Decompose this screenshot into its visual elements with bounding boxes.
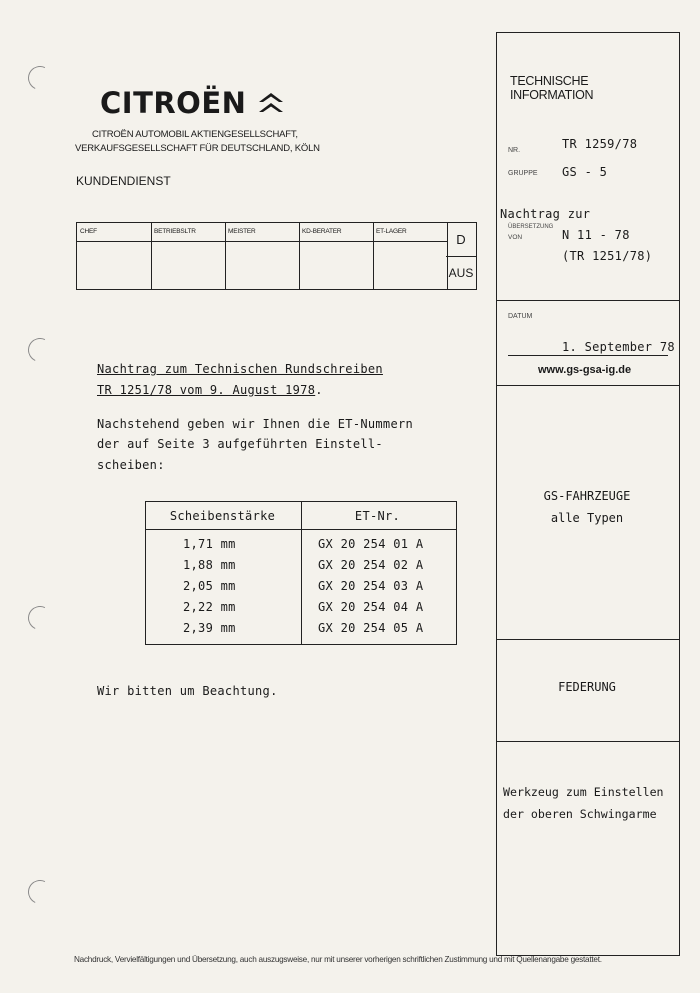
closing-text: Wir bitten um Beachtung. xyxy=(97,684,278,698)
gruppe-label: GRUPPE xyxy=(508,170,538,177)
parts-header-thickness: Scheibenstärke xyxy=(169,509,276,523)
section-title: FEDERUNG xyxy=(558,680,616,694)
punch-hole xyxy=(25,63,56,94)
signature-column-header: CHEF xyxy=(80,228,97,235)
d-label: D xyxy=(456,232,466,247)
signature-column-header: ET-LAGER xyxy=(376,228,407,235)
title-line2: INFORMATION xyxy=(510,88,594,102)
parts-row-part-no: GX 20 254 03 A xyxy=(318,579,424,593)
intro-line2: der auf Seite 3 aufgeführten Einstell- xyxy=(97,437,383,451)
heading-line2-wrap xyxy=(97,383,323,397)
aus-label: AUS xyxy=(448,266,474,280)
double-chevron-logo-icon xyxy=(258,90,284,116)
reference-number: (TR 1251/78) xyxy=(562,249,653,263)
parts-row-thickness: 2,39 mm xyxy=(183,621,236,635)
company-name-line1: CITROËN AUTOMOBIL AKTIENGESELLSCHAFT, xyxy=(92,129,298,140)
von-label: VON xyxy=(508,234,523,241)
gruppe-value: GS - 5 xyxy=(562,165,608,179)
info-divider xyxy=(497,639,679,640)
parts-table-column-divider xyxy=(301,502,302,645)
nr-value: TR 1259/78 xyxy=(562,137,638,151)
title-line1: TECHNISCHE xyxy=(510,74,589,88)
heading-line2: TR 1251/78 vom 9. August 1978 xyxy=(97,383,316,397)
heading-period: . xyxy=(315,383,323,397)
datum-underline xyxy=(508,355,668,356)
signature-column-et-lager xyxy=(373,223,447,289)
datum-label: DATUM xyxy=(508,313,533,320)
nachtrag-text: Nachtrag zur xyxy=(500,207,591,221)
vehicles-line2: alle Typen xyxy=(550,511,624,525)
punch-hole xyxy=(25,877,56,908)
info-divider xyxy=(497,300,679,301)
vehicles-line1: GS-FAHRZEUGE xyxy=(543,489,631,503)
signature-column-header: KD-BERATER xyxy=(302,228,342,235)
subject-line2: der oberen Schwingarme xyxy=(503,807,657,821)
signature-column-header: MEISTER xyxy=(228,228,256,235)
parts-row-thickness: 1,71 mm xyxy=(183,537,236,551)
website-text: www.gs-gsa-ig.de xyxy=(538,364,632,376)
parts-header-et-nr: ET-Nr. xyxy=(354,509,401,523)
subject-line1: Werkzeug zum Einstellen xyxy=(503,785,664,799)
datum-value: 1. September 78 xyxy=(562,340,675,354)
distribution-divider xyxy=(446,256,476,257)
intro-line1: Nachstehend geben wir Ihnen die ET-Nummern xyxy=(97,417,414,431)
parts-row-part-no: GX 20 254 02 A xyxy=(318,558,424,572)
uebersetzung-value: N 11 - 78 xyxy=(562,228,630,242)
parts-row-thickness: 2,05 mm xyxy=(183,579,236,593)
parts-table-bottom-border xyxy=(145,644,457,645)
signature-column-betriebsltr xyxy=(151,223,226,289)
uebersetzung-label: ÜBERSETZUNG xyxy=(508,224,554,230)
copyright-footer: Nachdruck, Vervielfältigungen und Übersetzung, auch auszugsweise, nur mit unserer vorherigen schriftlichen Zustimmung und mit Quellenangabe gestattet. xyxy=(74,955,602,964)
signature-column-kd-berater xyxy=(299,223,374,289)
document-type-title xyxy=(510,74,593,102)
intro-line3: scheiben: xyxy=(97,458,165,472)
parts-row-part-no: GX 20 254 01 A xyxy=(318,537,424,551)
parts-row-part-no: GX 20 254 04 A xyxy=(318,600,424,614)
signature-table xyxy=(76,222,448,290)
distribution-box xyxy=(446,222,477,290)
signature-column-chef xyxy=(77,223,152,289)
signature-column-meister xyxy=(225,223,300,289)
nr-label: NR. xyxy=(508,147,521,154)
signature-header-divider xyxy=(77,241,447,242)
parts-row-part-no: GX 20 254 05 A xyxy=(318,621,424,635)
punch-hole xyxy=(25,335,56,366)
citroen-logo-text: CITROËN xyxy=(100,86,247,120)
info-divider xyxy=(497,741,679,742)
heading-line1: Nachtrag zum Technischen Rundschreiben xyxy=(97,362,383,376)
punch-hole xyxy=(25,603,56,634)
parts-row-thickness: 2,22 mm xyxy=(183,600,236,614)
parts-row-thickness: 1,88 mm xyxy=(183,558,236,572)
info-divider xyxy=(497,385,679,386)
company-name-line2: VERKAUFSGESELLSCHAFT FÜR DEUTSCHLAND, KÖLN xyxy=(75,143,320,154)
department-label: KUNDENDIENST xyxy=(76,174,171,188)
signature-column-header: BETRIEBSLTR xyxy=(154,228,196,235)
